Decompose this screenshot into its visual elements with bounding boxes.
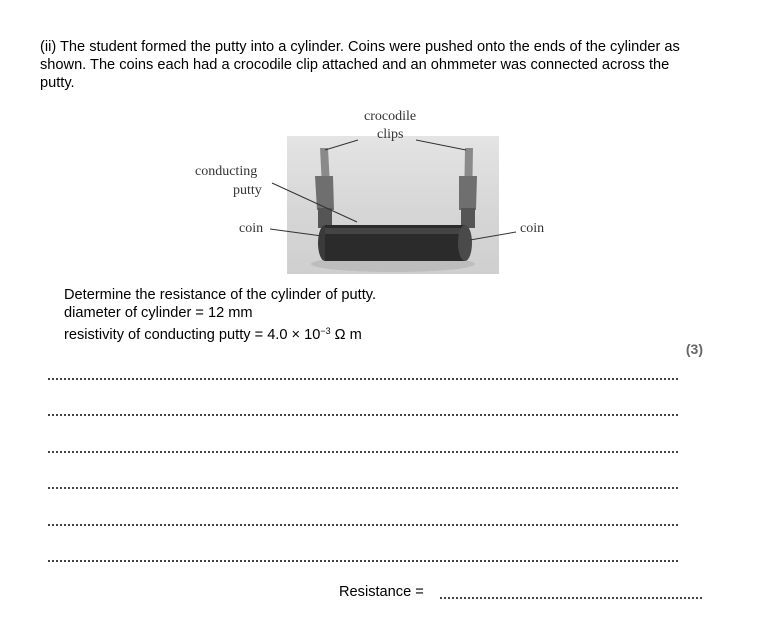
- label-putty: putty: [233, 183, 262, 198]
- resistance-label: Resistance =: [339, 584, 424, 600]
- answer-line[interactable]: [48, 487, 678, 489]
- figure: [0, 0, 760, 290]
- resistivity-exponent: −3: [320, 326, 331, 336]
- answer-line[interactable]: [48, 414, 678, 416]
- answer-line[interactable]: [48, 524, 678, 526]
- task-prompt: Determine the resistance of the cylinder of putty.: [64, 287, 377, 303]
- answer-line[interactable]: [48, 451, 678, 453]
- resistivity-unit: Ω m: [330, 327, 362, 343]
- marks-label: (3): [685, 341, 703, 357]
- task-diameter: diameter of cylinder = 12 mm: [64, 305, 253, 321]
- label-clips: clips: [377, 127, 404, 142]
- question-intro: (ii) The student formed the putty into a cylinder. Coins were pushed onto the ends of the cylinder as shown. The coins each had a crocodile clip attached and an ohmmeter was connected across the putty.: [40, 39, 680, 91]
- label-conducting: conducting: [195, 164, 258, 179]
- label-crocodile: crocodile: [364, 109, 417, 124]
- label-coin-left: coin: [239, 221, 264, 236]
- task-block: [64, 286, 376, 344]
- label-coin-right: coin: [520, 221, 545, 236]
- answer-line[interactable]: [48, 378, 678, 380]
- resistivity-base: resistivity of conducting putty = 4.0 × 10: [64, 327, 321, 343]
- answer-line[interactable]: [48, 560, 678, 562]
- task-resistivity: [64, 322, 376, 344]
- resistance-answer-field[interactable]: [440, 597, 702, 599]
